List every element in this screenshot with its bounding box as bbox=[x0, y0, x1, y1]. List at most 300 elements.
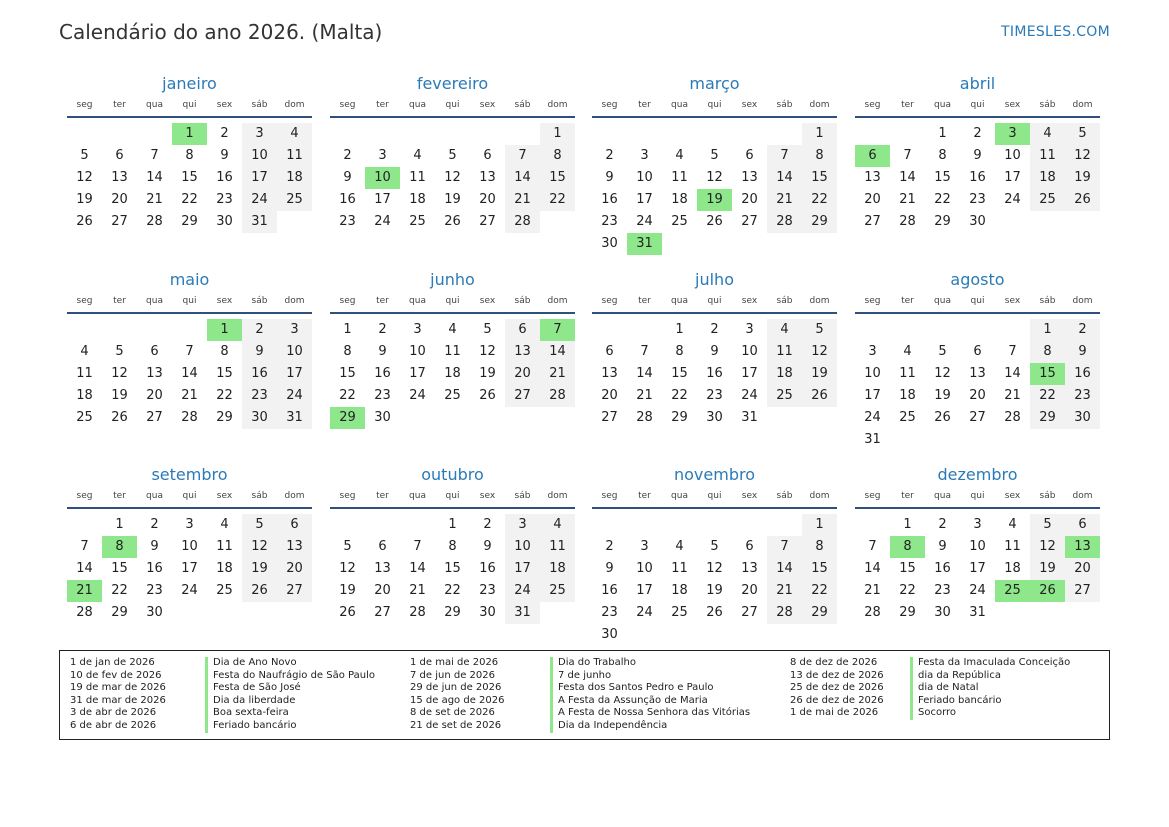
calendar-day[interactable]: 30 bbox=[216, 214, 233, 229]
calendar-day[interactable]: 26 bbox=[76, 214, 93, 229]
calendar-day[interactable]: 30 bbox=[934, 605, 951, 620]
calendar-day[interactable]: 11 bbox=[549, 539, 566, 554]
holiday-day[interactable]: 15 bbox=[1030, 363, 1065, 385]
holiday-day[interactable]: 1 bbox=[207, 319, 242, 341]
calendar-day[interactable]: 28 bbox=[899, 214, 916, 229]
calendar-day[interactable]: 6 bbox=[150, 344, 159, 359]
calendar-day[interactable]: 5 bbox=[1043, 517, 1052, 532]
holiday-day[interactable]: 29 bbox=[330, 407, 365, 429]
calendar-day[interactable]: 8 bbox=[448, 539, 457, 554]
calendar-day[interactable]: 24 bbox=[636, 605, 653, 620]
calendar-day[interactable]: 5 bbox=[483, 322, 492, 337]
calendar-day[interactable]: 23 bbox=[969, 192, 986, 207]
calendar-day[interactable]: 25 bbox=[444, 388, 461, 403]
calendar-day[interactable]: 20 bbox=[479, 192, 496, 207]
calendar-day[interactable]: 26 bbox=[706, 214, 723, 229]
calendar-day[interactable]: 21 bbox=[1004, 388, 1021, 403]
calendar-day[interactable]: 22 bbox=[811, 583, 828, 598]
calendar-day[interactable]: 15 bbox=[444, 561, 461, 576]
calendar-day[interactable]: 20 bbox=[741, 192, 758, 207]
calendar-day[interactable]: 3 bbox=[185, 517, 194, 532]
calendar-day[interactable]: 23 bbox=[216, 192, 233, 207]
calendar-day[interactable]: 17 bbox=[864, 388, 881, 403]
calendar-day[interactable]: 18 bbox=[444, 366, 461, 381]
calendar-day[interactable]: 5 bbox=[1078, 126, 1087, 141]
calendar-day[interactable]: 25 bbox=[286, 192, 303, 207]
calendar-day[interactable]: 24 bbox=[374, 214, 391, 229]
calendar-day[interactable]: 10 bbox=[1004, 148, 1021, 163]
calendar-day[interactable]: 29 bbox=[216, 410, 233, 425]
calendar-day[interactable]: 19 bbox=[339, 583, 356, 598]
calendar-day[interactable]: 25 bbox=[1039, 192, 1056, 207]
calendar-day[interactable]: 22 bbox=[444, 583, 461, 598]
calendar-day[interactable]: 8 bbox=[220, 344, 229, 359]
calendar-day[interactable]: 22 bbox=[181, 192, 198, 207]
calendar-day[interactable]: 10 bbox=[181, 539, 198, 554]
calendar-day[interactable]: 4 bbox=[675, 148, 684, 163]
calendar-day[interactable]: 2 bbox=[220, 126, 229, 141]
calendar-day[interactable]: 1 bbox=[675, 322, 684, 337]
calendar-day[interactable]: 7 bbox=[150, 148, 159, 163]
calendar-day[interactable]: 23 bbox=[146, 583, 163, 598]
calendar-day[interactable]: 15 bbox=[934, 170, 951, 185]
calendar-day[interactable]: 5 bbox=[448, 148, 457, 163]
holiday-day[interactable]: 7 bbox=[540, 319, 575, 341]
calendar-day[interactable]: 23 bbox=[1074, 388, 1091, 403]
calendar-day[interactable]: 13 bbox=[741, 170, 758, 185]
holiday-day[interactable]: 19 bbox=[697, 189, 732, 211]
calendar-day[interactable]: 26 bbox=[706, 605, 723, 620]
calendar-day[interactable]: 16 bbox=[934, 561, 951, 576]
calendar-day[interactable]: 2 bbox=[378, 322, 387, 337]
calendar-day[interactable]: 27 bbox=[111, 214, 128, 229]
calendar-day[interactable]: 29 bbox=[899, 605, 916, 620]
calendar-day[interactable]: 27 bbox=[1074, 583, 1091, 598]
calendar-day[interactable]: 1 bbox=[903, 517, 912, 532]
calendar-day[interactable]: 13 bbox=[514, 344, 531, 359]
calendar-day[interactable]: 17 bbox=[374, 192, 391, 207]
calendar-day[interactable]: 20 bbox=[864, 192, 881, 207]
calendar-day[interactable]: 11 bbox=[76, 366, 93, 381]
calendar-day[interactable]: 27 bbox=[286, 583, 303, 598]
calendar-day[interactable]: 9 bbox=[343, 170, 352, 185]
calendar-day[interactable]: 25 bbox=[409, 214, 426, 229]
calendar-day[interactable]: 15 bbox=[671, 366, 688, 381]
calendar-day[interactable]: 17 bbox=[409, 366, 426, 381]
calendar-day[interactable]: 22 bbox=[339, 388, 356, 403]
calendar-day[interactable]: 16 bbox=[601, 583, 618, 598]
calendar-day[interactable]: 11 bbox=[444, 344, 461, 359]
calendar-day[interactable]: 24 bbox=[636, 214, 653, 229]
calendar-day[interactable]: 4 bbox=[780, 322, 789, 337]
calendar-day[interactable]: 26 bbox=[444, 214, 461, 229]
calendar-day[interactable]: 9 bbox=[605, 170, 614, 185]
holiday-day[interactable]: 26 bbox=[1030, 580, 1065, 602]
calendar-day[interactable]: 4 bbox=[448, 322, 457, 337]
calendar-day[interactable]: 10 bbox=[514, 539, 531, 554]
calendar-day[interactable]: 28 bbox=[549, 388, 566, 403]
calendar-day[interactable]: 16 bbox=[374, 366, 391, 381]
calendar-day[interactable]: 14 bbox=[76, 561, 93, 576]
calendar-day[interactable]: 3 bbox=[640, 148, 649, 163]
calendar-day[interactable]: 21 bbox=[899, 192, 916, 207]
calendar-day[interactable]: 11 bbox=[899, 366, 916, 381]
calendar-day[interactable]: 18 bbox=[549, 561, 566, 576]
calendar-day[interactable]: 29 bbox=[444, 605, 461, 620]
calendar-day[interactable]: 24 bbox=[969, 583, 986, 598]
calendar-day[interactable]: 27 bbox=[479, 214, 496, 229]
calendar-day[interactable]: 30 bbox=[601, 627, 618, 642]
calendar-day[interactable]: 12 bbox=[251, 539, 268, 554]
calendar-day[interactable]: 20 bbox=[111, 192, 128, 207]
calendar-day[interactable]: 30 bbox=[374, 410, 391, 425]
calendar-day[interactable]: 12 bbox=[479, 344, 496, 359]
calendar-day[interactable]: 13 bbox=[969, 366, 986, 381]
calendar-day[interactable]: 10 bbox=[969, 539, 986, 554]
calendar-day[interactable]: 17 bbox=[286, 366, 303, 381]
calendar-day[interactable]: 26 bbox=[934, 410, 951, 425]
calendar-day[interactable]: 31 bbox=[969, 605, 986, 620]
calendar-day[interactable]: 30 bbox=[479, 605, 496, 620]
calendar-day[interactable]: 2 bbox=[150, 517, 159, 532]
calendar-day[interactable]: 14 bbox=[899, 170, 916, 185]
calendar-day[interactable]: 24 bbox=[514, 583, 531, 598]
calendar-day[interactable]: 31 bbox=[741, 410, 758, 425]
calendar-day[interactable]: 19 bbox=[706, 583, 723, 598]
calendar-day[interactable]: 7 bbox=[80, 539, 89, 554]
calendar-day[interactable]: 10 bbox=[864, 366, 881, 381]
calendar-day[interactable]: 19 bbox=[1039, 561, 1056, 576]
calendar-day[interactable]: 24 bbox=[181, 583, 198, 598]
calendar-day[interactable]: 2 bbox=[343, 148, 352, 163]
calendar-day[interactable]: 23 bbox=[251, 388, 268, 403]
calendar-day[interactable]: 31 bbox=[251, 214, 268, 229]
calendar-day[interactable]: 24 bbox=[409, 388, 426, 403]
calendar-day[interactable]: 3 bbox=[255, 126, 264, 141]
calendar-day[interactable]: 10 bbox=[286, 344, 303, 359]
calendar-day[interactable]: 2 bbox=[710, 322, 719, 337]
calendar-day[interactable]: 5 bbox=[710, 539, 719, 554]
calendar-day[interactable]: 15 bbox=[899, 561, 916, 576]
calendar-day[interactable]: 4 bbox=[220, 517, 229, 532]
calendar-day[interactable]: 18 bbox=[899, 388, 916, 403]
calendar-day[interactable]: 22 bbox=[549, 192, 566, 207]
calendar-day[interactable]: 17 bbox=[514, 561, 531, 576]
calendar-day[interactable]: 21 bbox=[514, 192, 531, 207]
calendar-day[interactable]: 13 bbox=[111, 170, 128, 185]
calendar-day[interactable]: 16 bbox=[216, 170, 233, 185]
calendar-day[interactable]: 30 bbox=[251, 410, 268, 425]
calendar-day[interactable]: 2 bbox=[255, 322, 264, 337]
calendar-day[interactable]: 30 bbox=[601, 236, 618, 251]
calendar-day[interactable]: 6 bbox=[483, 148, 492, 163]
calendar-day[interactable]: 21 bbox=[636, 388, 653, 403]
calendar-day[interactable]: 29 bbox=[181, 214, 198, 229]
calendar-day[interactable]: 24 bbox=[286, 388, 303, 403]
calendar-day[interactable]: 28 bbox=[409, 605, 426, 620]
calendar-day[interactable]: 11 bbox=[1004, 539, 1021, 554]
calendar-day[interactable]: 7 bbox=[185, 344, 194, 359]
calendar-day[interactable]: 22 bbox=[216, 388, 233, 403]
calendar-day[interactable]: 10 bbox=[409, 344, 426, 359]
calendar-day[interactable]: 7 bbox=[413, 539, 422, 554]
calendar-day[interactable]: 3 bbox=[290, 322, 299, 337]
calendar-day[interactable]: 18 bbox=[409, 192, 426, 207]
calendar-day[interactable]: 23 bbox=[934, 583, 951, 598]
calendar-day[interactable]: 5 bbox=[815, 322, 824, 337]
calendar-day[interactable]: 22 bbox=[1039, 388, 1056, 403]
calendar-day[interactable]: 18 bbox=[671, 192, 688, 207]
calendar-day[interactable]: 11 bbox=[1039, 148, 1056, 163]
calendar-day[interactable]: 8 bbox=[1043, 344, 1052, 359]
calendar-day[interactable]: 3 bbox=[868, 344, 877, 359]
calendar-day[interactable]: 25 bbox=[216, 583, 233, 598]
calendar-day[interactable]: 11 bbox=[286, 148, 303, 163]
calendar-day[interactable]: 15 bbox=[811, 170, 828, 185]
calendar-day[interactable]: 6 bbox=[605, 344, 614, 359]
calendar-day[interactable]: 13 bbox=[146, 366, 163, 381]
calendar-day[interactable]: 1 bbox=[343, 322, 352, 337]
calendar-day[interactable]: 11 bbox=[671, 170, 688, 185]
calendar-day[interactable]: 17 bbox=[181, 561, 198, 576]
calendar-day[interactable]: 8 bbox=[675, 344, 684, 359]
calendar-day[interactable]: 5 bbox=[938, 344, 947, 359]
calendar-day[interactable]: 8 bbox=[938, 148, 947, 163]
calendar-day[interactable]: 28 bbox=[146, 214, 163, 229]
calendar-day[interactable]: 22 bbox=[899, 583, 916, 598]
calendar-day[interactable]: 18 bbox=[76, 388, 93, 403]
calendar-day[interactable]: 30 bbox=[969, 214, 986, 229]
calendar-day[interactable]: 28 bbox=[776, 214, 793, 229]
calendar-day[interactable]: 4 bbox=[675, 539, 684, 554]
calendar-day[interactable]: 22 bbox=[671, 388, 688, 403]
calendar-day[interactable]: 1 bbox=[815, 126, 824, 141]
calendar-day[interactable]: 13 bbox=[864, 170, 881, 185]
calendar-day[interactable]: 3 bbox=[413, 322, 422, 337]
holiday-day[interactable]: 8 bbox=[102, 536, 137, 558]
calendar-day[interactable]: 6 bbox=[115, 148, 124, 163]
holiday-day[interactable]: 13 bbox=[1065, 536, 1100, 558]
calendar-day[interactable]: 20 bbox=[601, 388, 618, 403]
calendar-day[interactable]: 4 bbox=[1008, 517, 1017, 532]
calendar-day[interactable]: 15 bbox=[181, 170, 198, 185]
calendar-day[interactable]: 6 bbox=[745, 539, 754, 554]
calendar-day[interactable]: 7 bbox=[518, 148, 527, 163]
calendar-day[interactable]: 24 bbox=[1004, 192, 1021, 207]
calendar-day[interactable]: 5 bbox=[80, 148, 89, 163]
calendar-day[interactable]: 10 bbox=[636, 170, 653, 185]
calendar-day[interactable]: 26 bbox=[1074, 192, 1091, 207]
calendar-day[interactable]: 28 bbox=[1004, 410, 1021, 425]
calendar-day[interactable]: 20 bbox=[741, 583, 758, 598]
calendar-day[interactable]: 25 bbox=[671, 605, 688, 620]
calendar-day[interactable]: 22 bbox=[111, 583, 128, 598]
calendar-day[interactable]: 1 bbox=[1043, 322, 1052, 337]
calendar-day[interactable]: 10 bbox=[636, 561, 653, 576]
calendar-day[interactable]: 18 bbox=[1039, 170, 1056, 185]
holiday-day[interactable]: 3 bbox=[995, 123, 1030, 145]
holiday-day[interactable]: 25 bbox=[995, 580, 1030, 602]
calendar-day[interactable]: 27 bbox=[741, 605, 758, 620]
calendar-day[interactable]: 17 bbox=[251, 170, 268, 185]
calendar-day[interactable]: 1 bbox=[115, 517, 124, 532]
calendar-day[interactable]: 7 bbox=[868, 539, 877, 554]
calendar-day[interactable]: 29 bbox=[811, 605, 828, 620]
calendar-day[interactable]: 16 bbox=[339, 192, 356, 207]
calendar-day[interactable]: 28 bbox=[76, 605, 93, 620]
calendar-day[interactable]: 3 bbox=[640, 539, 649, 554]
calendar-day[interactable]: 18 bbox=[1004, 561, 1021, 576]
calendar-day[interactable]: 25 bbox=[671, 214, 688, 229]
calendar-day[interactable]: 20 bbox=[1074, 561, 1091, 576]
calendar-day[interactable]: 22 bbox=[934, 192, 951, 207]
calendar-day[interactable]: 5 bbox=[710, 148, 719, 163]
calendar-day[interactable]: 30 bbox=[1074, 410, 1091, 425]
calendar-day[interactable]: 18 bbox=[776, 366, 793, 381]
calendar-day[interactable]: 4 bbox=[553, 517, 562, 532]
calendar-day[interactable]: 12 bbox=[339, 561, 356, 576]
calendar-day[interactable]: 21 bbox=[776, 583, 793, 598]
calendar-day[interactable]: 12 bbox=[934, 366, 951, 381]
calendar-day[interactable]: 14 bbox=[549, 344, 566, 359]
calendar-day[interactable]: 12 bbox=[1074, 148, 1091, 163]
calendar-day[interactable]: 8 bbox=[815, 148, 824, 163]
calendar-day[interactable]: 16 bbox=[479, 561, 496, 576]
calendar-day[interactable]: 25 bbox=[76, 410, 93, 425]
calendar-day[interactable]: 7 bbox=[640, 344, 649, 359]
calendar-day[interactable]: 17 bbox=[741, 366, 758, 381]
calendar-day[interactable]: 24 bbox=[864, 410, 881, 425]
calendar-day[interactable]: 21 bbox=[146, 192, 163, 207]
calendar-day[interactable]: 27 bbox=[864, 214, 881, 229]
holiday-day[interactable]: 10 bbox=[365, 167, 400, 189]
calendar-day[interactable]: 19 bbox=[811, 366, 828, 381]
calendar-day[interactable]: 2 bbox=[1078, 322, 1087, 337]
calendar-day[interactable]: 27 bbox=[601, 410, 618, 425]
calendar-day[interactable]: 5 bbox=[255, 517, 264, 532]
calendar-day[interactable]: 19 bbox=[111, 388, 128, 403]
calendar-day[interactable]: 26 bbox=[339, 605, 356, 620]
calendar-day[interactable]: 19 bbox=[479, 366, 496, 381]
calendar-day[interactable]: 15 bbox=[811, 561, 828, 576]
calendar-day[interactable]: 13 bbox=[479, 170, 496, 185]
calendar-day[interactable]: 14 bbox=[146, 170, 163, 185]
calendar-day[interactable]: 26 bbox=[479, 388, 496, 403]
calendar-day[interactable]: 6 bbox=[378, 539, 387, 554]
calendar-day[interactable]: 1 bbox=[553, 126, 562, 141]
calendar-day[interactable]: 8 bbox=[185, 148, 194, 163]
calendar-day[interactable]: 15 bbox=[216, 366, 233, 381]
calendar-day[interactable]: 9 bbox=[483, 539, 492, 554]
calendar-day[interactable]: 27 bbox=[374, 605, 391, 620]
calendar-day[interactable]: 7 bbox=[903, 148, 912, 163]
calendar-day[interactable]: 19 bbox=[934, 388, 951, 403]
calendar-day[interactable]: 26 bbox=[251, 583, 268, 598]
calendar-day[interactable]: 28 bbox=[776, 605, 793, 620]
calendar-day[interactable]: 29 bbox=[111, 605, 128, 620]
holiday-day[interactable]: 21 bbox=[67, 580, 102, 602]
calendar-day[interactable]: 6 bbox=[518, 322, 527, 337]
calendar-day[interactable]: 28 bbox=[636, 410, 653, 425]
calendar-day[interactable]: 12 bbox=[811, 344, 828, 359]
calendar-day[interactable]: 8 bbox=[343, 344, 352, 359]
calendar-day[interactable]: 20 bbox=[146, 388, 163, 403]
calendar-day[interactable]: 3 bbox=[518, 517, 527, 532]
calendar-day[interactable]: 25 bbox=[549, 583, 566, 598]
calendar-day[interactable]: 16 bbox=[969, 170, 986, 185]
calendar-day[interactable]: 6 bbox=[290, 517, 299, 532]
calendar-day[interactable]: 27 bbox=[741, 214, 758, 229]
calendar-day[interactable]: 26 bbox=[111, 410, 128, 425]
calendar-day[interactable]: 12 bbox=[111, 366, 128, 381]
calendar-day[interactable]: 9 bbox=[938, 539, 947, 554]
calendar-day[interactable]: 18 bbox=[216, 561, 233, 576]
calendar-day[interactable]: 3 bbox=[745, 322, 754, 337]
calendar-day[interactable]: 12 bbox=[444, 170, 461, 185]
calendar-day[interactable]: 9 bbox=[220, 148, 229, 163]
calendar-day[interactable]: 21 bbox=[181, 388, 198, 403]
calendar-day[interactable]: 2 bbox=[938, 517, 947, 532]
calendar-day[interactable]: 6 bbox=[745, 148, 754, 163]
calendar-day[interactable]: 14 bbox=[514, 170, 531, 185]
calendar-day[interactable]: 14 bbox=[776, 170, 793, 185]
calendar-day[interactable]: 9 bbox=[1078, 344, 1087, 359]
calendar-day[interactable]: 8 bbox=[815, 539, 824, 554]
calendar-day[interactable]: 27 bbox=[146, 410, 163, 425]
calendar-day[interactable]: 14 bbox=[864, 561, 881, 576]
calendar-day[interactable]: 15 bbox=[111, 561, 128, 576]
calendar-day[interactable]: 29 bbox=[934, 214, 951, 229]
calendar-day[interactable]: 29 bbox=[1039, 410, 1056, 425]
calendar-day[interactable]: 20 bbox=[969, 388, 986, 403]
calendar-day[interactable]: 29 bbox=[811, 214, 828, 229]
calendar-day[interactable]: 28 bbox=[181, 410, 198, 425]
calendar-day[interactable]: 6 bbox=[1078, 517, 1087, 532]
calendar-day[interactable]: 27 bbox=[514, 388, 531, 403]
calendar-day[interactable]: 23 bbox=[339, 214, 356, 229]
calendar-day[interactable]: 9 bbox=[255, 344, 264, 359]
calendar-day[interactable]: 3 bbox=[378, 148, 387, 163]
calendar-day[interactable]: 19 bbox=[251, 561, 268, 576]
calendar-day[interactable]: 5 bbox=[115, 344, 124, 359]
calendar-day[interactable]: 13 bbox=[286, 539, 303, 554]
calendar-day[interactable]: 20 bbox=[286, 561, 303, 576]
calendar-day[interactable]: 14 bbox=[181, 366, 198, 381]
calendar-day[interactable]: 9 bbox=[710, 344, 719, 359]
calendar-day[interactable]: 16 bbox=[706, 366, 723, 381]
calendar-day[interactable]: 13 bbox=[741, 561, 758, 576]
calendar-day[interactable]: 10 bbox=[251, 148, 268, 163]
calendar-day[interactable]: 21 bbox=[549, 366, 566, 381]
calendar-day[interactable]: 7 bbox=[780, 148, 789, 163]
calendar-day[interactable]: 24 bbox=[251, 192, 268, 207]
calendar-day[interactable]: 18 bbox=[671, 583, 688, 598]
calendar-day[interactable]: 22 bbox=[811, 192, 828, 207]
calendar-day[interactable]: 16 bbox=[146, 561, 163, 576]
calendar-day[interactable]: 21 bbox=[776, 192, 793, 207]
calendar-day[interactable]: 25 bbox=[776, 388, 793, 403]
calendar-day[interactable]: 18 bbox=[286, 170, 303, 185]
calendar-day[interactable]: 31 bbox=[286, 410, 303, 425]
calendar-day[interactable]: 24 bbox=[741, 388, 758, 403]
calendar-day[interactable]: 2 bbox=[483, 517, 492, 532]
holiday-day[interactable]: 1 bbox=[172, 123, 207, 145]
brand-logo[interactable]: TIMESLES.COM bbox=[1001, 24, 1110, 40]
calendar-day[interactable]: 15 bbox=[339, 366, 356, 381]
calendar-day[interactable]: 17 bbox=[636, 583, 653, 598]
calendar-day[interactable]: 11 bbox=[671, 561, 688, 576]
calendar-day[interactable]: 4 bbox=[413, 148, 422, 163]
